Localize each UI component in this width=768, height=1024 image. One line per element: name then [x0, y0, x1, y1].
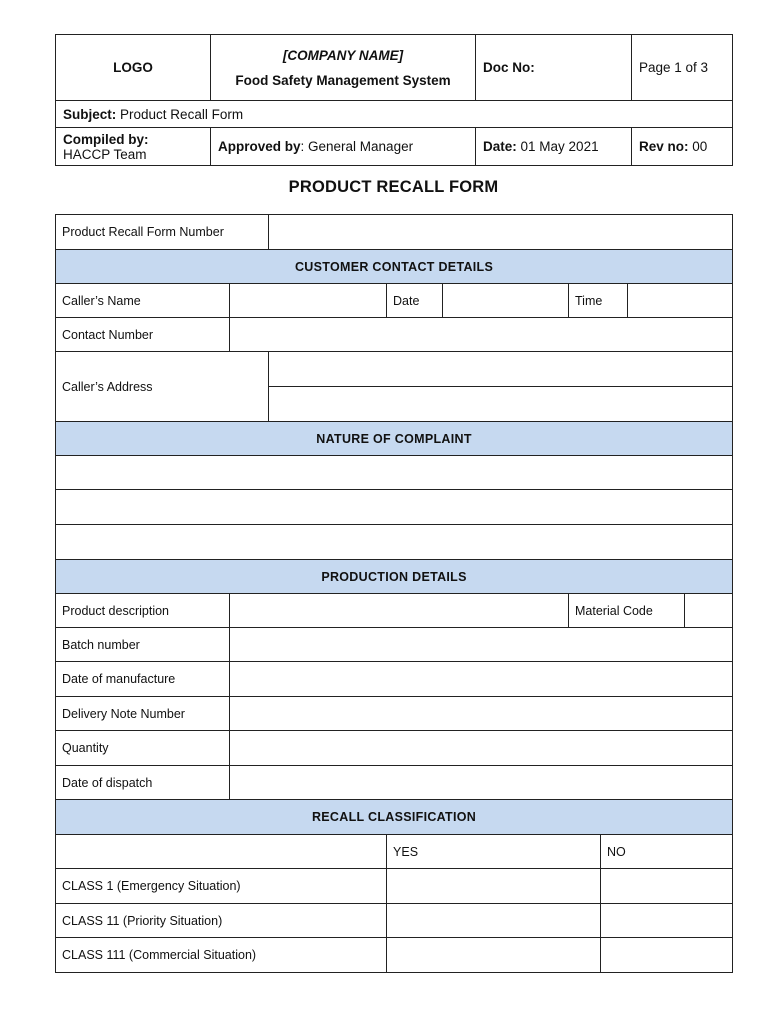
class-111-label: CLASS 111 (Commercial Situation): [56, 938, 387, 973]
caller-name-label: Caller’s Name: [56, 284, 230, 318]
class-111-no-field[interactable]: [601, 938, 733, 973]
rev-cell: [632, 128, 733, 166]
product-description-field[interactable]: [230, 594, 569, 628]
doc-no-label: Doc No:: [476, 35, 632, 101]
date-of-dispatch-label: Date of dispatch: [56, 766, 230, 800]
time-label: Time: [569, 284, 628, 318]
date-label: Date:: [483, 139, 517, 154]
rev-value: 00: [692, 139, 708, 154]
class-11-label: CLASS 11 (Priority Situation): [56, 904, 387, 938]
date-cell: [476, 128, 632, 166]
batch-number-label: Batch number: [56, 628, 230, 662]
approved-by: [211, 128, 476, 166]
caller-address-label: Caller’s Address: [56, 352, 269, 422]
complaint-line-3[interactable]: [56, 525, 733, 560]
form-title: PRODUCT RECALL FORM: [288, 178, 499, 196]
subject-value: Product Recall Form: [120, 106, 244, 122]
document-header: [55, 34, 733, 166]
company-name: [COMPANY NAME]: [282, 47, 404, 63]
batch-number-field[interactable]: [230, 628, 733, 662]
rev-label: Rev no:: [639, 139, 689, 154]
material-code-label: Material Code: [569, 594, 685, 628]
date-of-manufacture-label: Date of manufacture: [56, 662, 230, 697]
contact-number-field[interactable]: [230, 318, 733, 352]
compiled-label: Compiled by:: [63, 131, 149, 147]
date-of-dispatch-field[interactable]: [230, 766, 733, 800]
page-info: Page 1 of 3: [632, 35, 733, 101]
caller-address-field-2[interactable]: [269, 387, 733, 422]
classification-header-blank: [56, 835, 387, 869]
quantity-label: Quantity: [56, 731, 230, 766]
class-11-no-field[interactable]: [601, 904, 733, 938]
date-value: 01 May 2021: [520, 139, 599, 154]
date-field[interactable]: [443, 284, 569, 318]
logo: LOGO: [56, 35, 211, 101]
complaint-line-1[interactable]: [56, 456, 733, 490]
recall-number-field[interactable]: [269, 215, 733, 250]
class-1-yes-field[interactable]: [387, 869, 601, 904]
delivery-note-label: Delivery Note Number: [56, 697, 230, 731]
no-header: NO: [601, 835, 733, 869]
delivery-note-field[interactable]: [230, 697, 733, 731]
subject-label: Subject:: [63, 106, 117, 122]
caller-address-field-1[interactable]: [269, 352, 733, 387]
quantity-field[interactable]: [230, 731, 733, 766]
contact-number-label: Contact Number: [56, 318, 230, 352]
system-name: Food Safety Management System: [235, 72, 451, 88]
section-customer-contact: CUSTOMER CONTACT DETAILS: [56, 250, 733, 284]
date-label: Date: [387, 284, 443, 318]
section-nature-of-complaint: NATURE OF COMPLAINT: [56, 422, 733, 456]
date-of-manufacture-field[interactable]: [230, 662, 733, 697]
approved-value: : General Manager: [300, 139, 414, 154]
class-11-yes-field[interactable]: [387, 904, 601, 938]
recall-form: [55, 214, 733, 973]
approved-label: Approved by: [218, 139, 301, 154]
section-recall-classification: RECALL CLASSIFICATION: [56, 800, 733, 835]
class-111-yes-field[interactable]: [387, 938, 601, 973]
product-description-label: Product description: [56, 594, 230, 628]
complaint-line-2[interactable]: [56, 490, 733, 525]
section-production-details: PRODUCTION DETAILS: [56, 560, 733, 594]
compiled-by: [56, 128, 211, 166]
time-field[interactable]: [628, 284, 733, 318]
compiled-value: HACCP Team: [63, 146, 147, 162]
company-block: [211, 35, 476, 101]
material-code-field[interactable]: [685, 594, 733, 628]
caller-name-field[interactable]: [230, 284, 387, 318]
class-1-no-field[interactable]: [601, 869, 733, 904]
yes-header: YES: [387, 835, 601, 869]
subject-row: [56, 101, 733, 128]
class-1-label: CLASS 1 (Emergency Situation): [56, 869, 387, 904]
recall-number-label: Product Recall Form Number: [56, 215, 269, 250]
